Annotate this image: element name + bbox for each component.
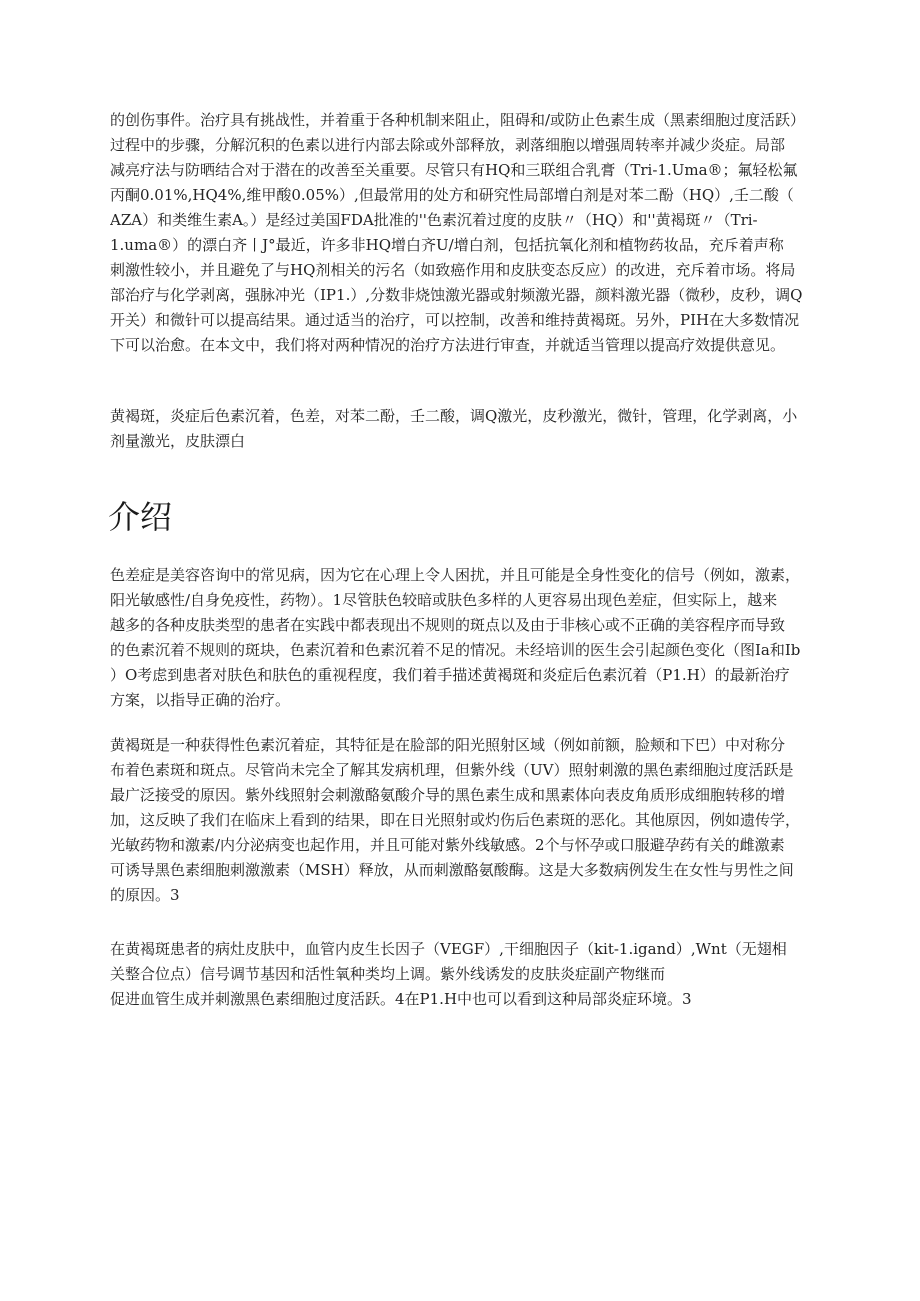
text-line: 阳光敏感性/自身免疫性，药物）。1尽管肤色较暗或肤色多样的人更容易出现色差症，但实际上，越来: [110, 591, 778, 609]
text-line: ）O考虑到患者对肤色和肤色的重视程度，我们着手描述黄褐斑和炎症后色素沉着（P1.H）的最新治疗: [110, 666, 790, 684]
text-line: 黄褐斑是一种获得性色素沉着症，其特征是在脸部的阳光照射区域（例如前额，脸颊和下巴）中对称分: [110, 736, 786, 754]
text-line: 在黄褐斑患者的病灶皮肤中，血管内皮生长因子（VEGF）,干细胞因子（kit-1.igand）,Wnt（无翅相: [110, 940, 787, 958]
keywords-paragraph: [110, 404, 812, 454]
text-line: 最广泛接受的原因。紫外线照射会刺激酪氨酸介导的黑色素生成和黑素体向表皮角质形成细胞转移的增: [110, 786, 786, 804]
section-heading-introduction: 介绍: [108, 498, 173, 536]
text-line: 的色素沉着不规则的斑块，色素沉着和色素沉着不足的情况。未经培训的医生会引起颜色变化（图Ia和Ib: [110, 641, 801, 659]
text-line: 布着色素斑和斑点。尽管尚未完全了解其发病机理，但紫外线（UV）照射刺激的黑色素细胞过度活跃是: [110, 761, 794, 779]
text-line: 开关）和微针可以提高结果。通过适当的治疗，可以控制，改善和维持黄褐斑。另外，PIH在大多数情况: [110, 311, 800, 329]
text-line: 关整合位点）信号调节基因和活性氧种类均上调。紫外线诱发的皮肤炎症副产物继而: [110, 965, 666, 983]
text-line: 1.uma®）的漂白齐丨J°最近，许多非HQ增白齐U/增白剂，包括抗氧化剂和植物药妆品，充斥着声称: [110, 236, 784, 254]
text-line: 黄褐斑，炎症后色素沉着，色差，对苯二酚，壬二酸，调Q激光，皮秒激光，微针，管理，化学剥离，小: [110, 407, 798, 425]
text-line: 可诱导黑色素细胞刺激激素（MSH）释放，从而刺激酪氨酸酶。这是大多数病例发生在女性与男性之间: [110, 861, 794, 879]
text-line: 下可以治愈。在本文中，我们将对两种情况的治疗方法进行审查，并就适当管理以提高疗效提供意见。: [110, 336, 786, 354]
text-line: 光敏药物和激素/内分泌病变也起作用，并且可能对紫外线敏感。2个与怀孕或口服避孕药有关的雌激素: [110, 836, 785, 854]
text-line: AZA）和类维生素A。）是经过美国FDA批准的''色素沉着过度的皮肤〃（HQ）和''黄褐斑〃（Tri-: [110, 211, 758, 229]
text-line: 方案，以指导正确的治疗。: [110, 691, 291, 709]
text-line: 过程中的步骤，分解沉积的色素以进行内部去除或外部释放，剥落细胞以增强周转率并减少炎症。局部: [110, 136, 786, 154]
text-line: 减亮疗法与防晒结合对于潜在的改善至关重要。尽管只有HQ和三联组合乳膏（Tri-1.Uma®；氟轻松氟: [110, 161, 798, 179]
text-line: 的创伤事件。治疗具有挑战性，并着重于各种机制来阻止，阻碍和/或防止色素生成（黑素细胞过度活跃）: [110, 111, 806, 129]
text-line: 的原因。3: [110, 886, 180, 904]
introduction-paragraph-2: [110, 733, 812, 908]
text-line: 剂量激光，皮肤漂白: [110, 432, 246, 450]
text-line: 越多的各种皮肤类型的患者在实践中都表现出不规则的斑点以及由于非核心或不正确的美容程序而导致: [110, 616, 786, 634]
text-line: 丙酮0.01%,HQ4%,维甲酸0.05%）,但最常用的处方和研究性局部增白剂是对苯二酚（HQ）,壬二酸（: [110, 186, 794, 204]
introduction-paragraph-1: [110, 563, 812, 713]
abstract-paragraph: [110, 108, 812, 358]
text-line: 部治疗与化学剥离，强脉冲光（IP1.）,分数非烧蚀激光器或射频激光器，颜料激光器（微秒，皮秒，调Q: [110, 286, 803, 304]
introduction-paragraph-3: [110, 937, 812, 1012]
text-line: 加，这反映了我们在临床上看到的结果，即在日光照射或灼伤后色素斑的恶化。其他原因，例如遗传学，: [110, 811, 801, 829]
text-line: 色差症是美容咨询中的常见病，因为它在心理上令人困扰，并且可能是全身性变化的信号（例如，激素，: [110, 566, 801, 584]
text-line: 刺激性较小，并且避免了与HQ剂相关的污名（如致癌作用和皮肤变态反应）的改进，充斥着市场。将局: [110, 261, 796, 279]
text-line: 促进血管生成并刺激黑色素细胞过度活跃。4在P1.H中也可以看到这种局部炎症环境。3: [110, 990, 692, 1008]
